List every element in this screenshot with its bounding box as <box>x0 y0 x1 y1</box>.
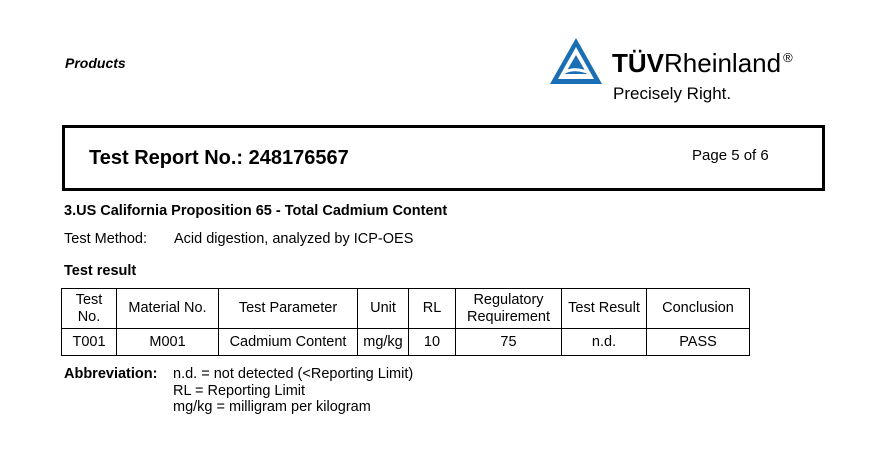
header-test-parameter: Test Parameter <box>219 289 358 329</box>
header-conclusion: Conclusion <box>647 289 750 329</box>
abbreviation-label: Abbreviation: <box>64 366 158 382</box>
header-rl: RL <box>409 289 456 329</box>
abbreviation-list <box>173 366 413 416</box>
abbreviation-item: RL = Reporting Limit <box>173 382 306 399</box>
brand-slogan: Precisely Right. <box>613 84 732 103</box>
cell-regulatory-requirement: 75 <box>456 329 562 356</box>
cell-conclusion: PASS <box>647 329 750 356</box>
header-material-no: Material No. <box>117 289 219 329</box>
test-method-label: Test Method: <box>64 231 148 247</box>
cell-test-result: n.d. <box>562 329 647 356</box>
header-test-no: Test No. <box>62 289 117 329</box>
report-title-box <box>62 125 825 191</box>
tuv-triangle-logo-icon <box>548 36 604 86</box>
brand-name <box>612 48 793 79</box>
abbreviation-item: n.d. = not detected (<Reporting Limit) <box>173 366 414 382</box>
table-header-row <box>62 289 750 329</box>
products-label: Products <box>65 55 126 71</box>
report-title: Test Report No.: 248176567 <box>89 147 349 169</box>
cell-material-no: M001 <box>117 329 219 356</box>
cell-rl: 10 <box>409 329 456 356</box>
brand-regular: Rheinland <box>664 48 782 78</box>
test-method-value: Acid digestion, analyzed by ICP-OES <box>174 231 414 247</box>
header-test-result: Test Result <box>562 289 647 329</box>
header-regulatory-requirement: Regulatory Requirement <box>456 289 562 329</box>
cell-test-no: T001 <box>62 329 117 356</box>
table-row <box>62 329 750 356</box>
result-table <box>61 288 750 356</box>
abbreviation-item: mg/kg = milligram per kilogram <box>173 399 371 415</box>
tuv-rheinland-logo <box>548 34 818 106</box>
registered-mark: ® <box>783 50 793 65</box>
cell-unit: mg/kg <box>358 329 409 356</box>
brand-bold: TÜV <box>612 48 664 78</box>
test-result-heading: Test result <box>64 263 137 279</box>
header-unit: Unit <box>358 289 409 329</box>
section-title: 3.US California Proposition 65 - Total Cadmium Content <box>64 203 448 219</box>
cell-test-parameter: Cadmium Content <box>219 329 358 356</box>
page-number: Page 5 of 6 <box>692 147 769 164</box>
